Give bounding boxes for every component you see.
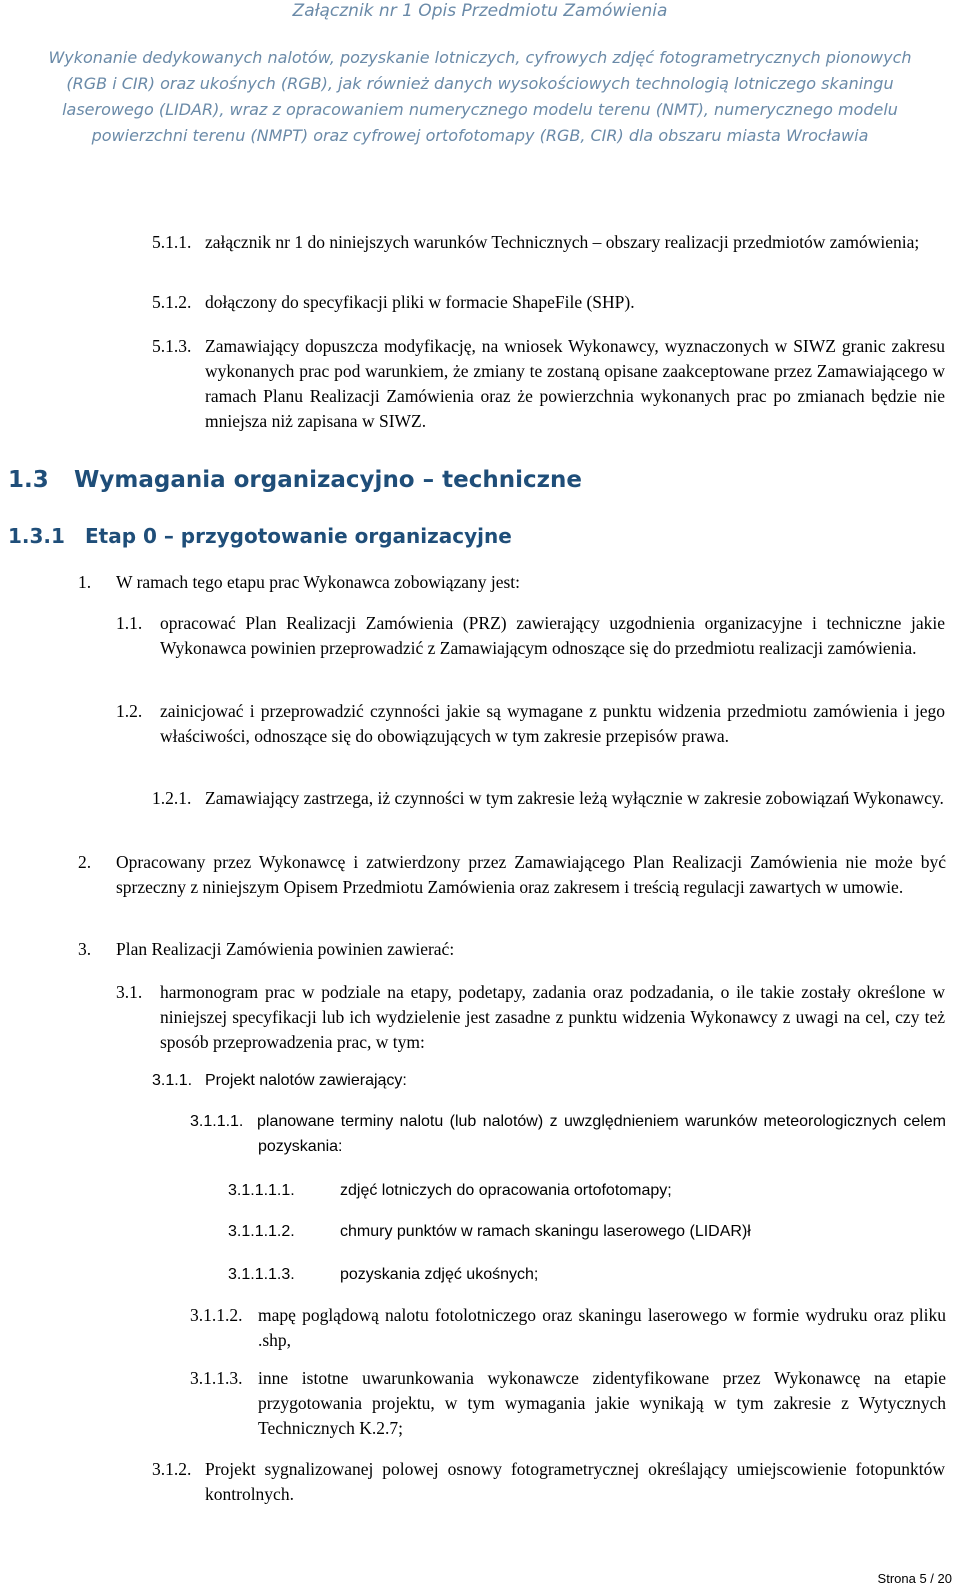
item-text: W ramach tego etapu prac Wykonawca zobowiązany jest: xyxy=(116,572,521,592)
item-number: 3.1.1.1.2. xyxy=(228,1223,295,1240)
item-text: Opracowany przez Wykonawcę i zatwierdzony przez Zamawiającego Plan Realizacji Zamówienia nie może być sprzeczny z niniejszym Opisem Przedmiotu Zamówienia oraz zakresem i treścią regulacji zawartych w umowie. xyxy=(116,852,946,897)
item-number: 1. xyxy=(78,572,92,592)
item-text: planowane terminy nalotu (lub nalotów) z uwzględnieniem warunków meteorologicznych celem pozyskania: xyxy=(257,1113,946,1155)
header-subtitle-line: laserowego (LIDAR), wraz z opracowaniem numerycznego modelu terenu (NMT), numerycznego modelu xyxy=(62,100,898,119)
item-text: dołączony do specyfikacji pliki w formacie ShapeFile (SHP). xyxy=(205,292,635,312)
item-number: 5.1.3. xyxy=(152,336,192,356)
item-text: Projekt sygnalizowanej polowej osnowy fotogrametrycznej określający umiejscowienie fotopunktów kontrolnych. xyxy=(205,1459,945,1504)
item-number: 1.2. xyxy=(116,701,143,721)
item-number: 3.1.2. xyxy=(152,1459,192,1479)
item-text: Zamawiający zastrzega, iż czynności w tym zakresie leżą wyłącznie w zakresie zobowiązań Wykonawcy. xyxy=(205,788,944,808)
item-text: zdjęć lotniczych do opracowania ortofotomapy; xyxy=(340,1182,672,1199)
item-text: Projekt nalotów zawierający: xyxy=(205,1072,407,1089)
item-text: Plan Realizacji Zamówienia powinien zawierać: xyxy=(116,939,455,959)
item-number: 3.1.1.1.3. xyxy=(228,1266,295,1283)
item-number: 3. xyxy=(78,939,92,959)
document-header-title: Załącznik nr 1 Opis Przedmiotu Zamówienia xyxy=(292,1,668,21)
item-text: pozyskania zdjęć ukośnych; xyxy=(340,1266,539,1283)
item-number: 1.2.1. xyxy=(152,788,192,808)
subsection-heading xyxy=(8,524,512,548)
item-number: 3.1. xyxy=(116,982,143,1002)
header-subtitle-line: (RGB i CIR) oraz ukośnych (RGB), jak również danych wysokościowych technologią lotniczego skaningu xyxy=(66,74,894,93)
item-number: 5.1.2. xyxy=(152,292,192,312)
subsection-heading-text: Etap 0 – przygotowanie organizacyjne xyxy=(84,524,512,548)
item-number: 5.1.1. xyxy=(152,232,192,252)
header-subtitle-line: Wykonanie dedykowanych nalotów, pozyskanie lotniczych, cyfrowych zdjęć fotogrametrycznych pionowych xyxy=(48,48,912,67)
item-number: 3.1.1. xyxy=(152,1072,193,1089)
item-text: zainicjować i przeprowadzić czynności jakie są wymagane z punktu widzenia przedmiotu zamówienia i jego właściwości, odnoszące się do obowiązujących w tym zakresie przepisów prawa. xyxy=(160,701,945,746)
item-number: 1.1. xyxy=(116,613,143,633)
subsection-heading-number: 1.3.1 xyxy=(8,524,65,548)
item-text: chmury punktów w ramach skaningu laserowego (LIDAR)ł xyxy=(340,1223,751,1240)
item-text: załącznik nr 1 do niniejszych warunków Technicznych – obszary realizacji przedmiotów zamówienia; xyxy=(205,232,920,252)
item-number: 3.1.1.3. xyxy=(190,1368,243,1388)
item-text: mapę poglądową nalotu fotolotniczego oraz skaningu laserowego w formie wydruku oraz pliku .shp, xyxy=(258,1305,946,1350)
item-text: opracować Plan Realizacji Zamówienia (PRZ) zawierający uzgodnienia organizacyjne i techniczne jakie Wykonawca powinien przeprowadzić z Zamawiającym odnoszące się do przedmiotu realizacji zamówienia. xyxy=(160,613,945,658)
section-heading xyxy=(8,467,582,493)
item-number: 3.1.1.1. xyxy=(190,1113,244,1130)
section-heading-number: 1.3 xyxy=(8,467,49,493)
item-number: 3.1.1.2. xyxy=(190,1305,243,1325)
item-number: 2. xyxy=(78,852,92,872)
item-text: inne istotne uwarunkowania wykonawcze zidentyfikowane przez Wykonawcę na etapie przygotowania projektu, w tym wymagania jakie wynikają w tym zakresie z Wytycznych Technicznych K.2.7; xyxy=(258,1368,946,1438)
item-text: Zamawiający dopuszcza modyfikację, na wniosek Wykonawcy, wyznaczonych w SIWZ granic zakresu wykonanych prac pod warunkiem, że zmiany te zostaną opisane zaakceptowane przez Zamawiającego w ramach Planu Realizacji Zamówienia oraz że powierzchnia wykonanych prac po zmianach będzie nie mniejsza niż zapisana w SIWZ. xyxy=(205,336,945,431)
page-number: Strona 5 / 20 xyxy=(877,1571,952,1586)
section-heading-text: Wymagania organizacyjno – techniczne xyxy=(74,467,582,493)
item-number: 3.1.1.1.1. xyxy=(228,1182,295,1199)
item-text: harmonogram prac w podziale na etapy, podetapy, zadania oraz podzadania, o ile takie zostały określone w niniejszej specyfikacji lub ich wydzielenie jest zasadne z punktu widzenia Wykonawcy z uwagi na cel, czy też sposób przeprowadzenia prac, w tym: xyxy=(160,982,945,1052)
header-subtitle-line: powierzchni terenu (NMPT) oraz cyfrowej ortofotomapy (RGB, CIR) dla obszaru miasta Wrocławia xyxy=(91,126,869,145)
